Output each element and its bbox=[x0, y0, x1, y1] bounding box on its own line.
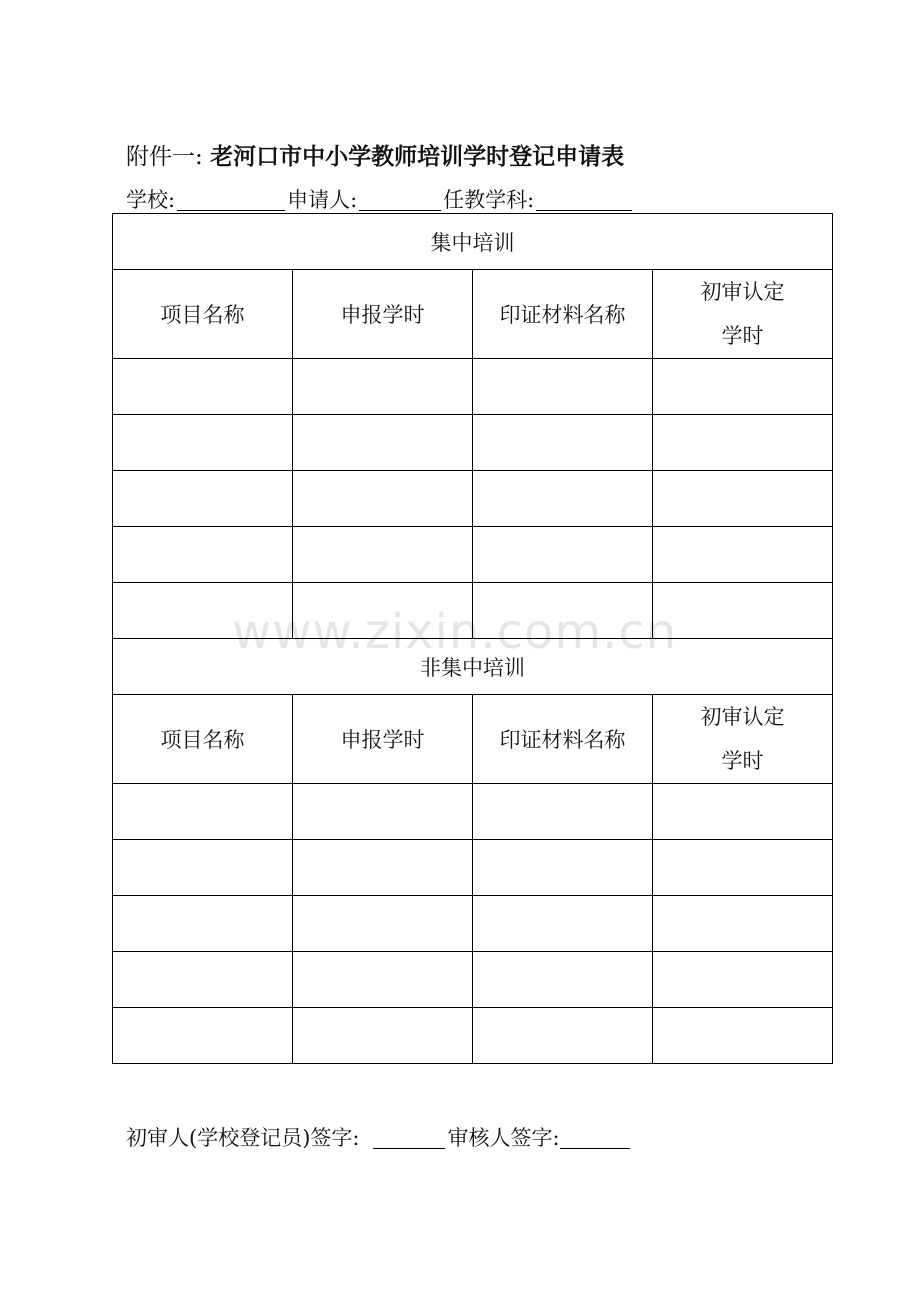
cell-declared-hours[interactable] bbox=[293, 359, 473, 415]
applicant-info-line bbox=[126, 184, 634, 214]
cell-declared-hours[interactable] bbox=[293, 952, 473, 1008]
header-approved-hours: 初审认定 学时 bbox=[653, 270, 833, 359]
cell-approved-hours[interactable] bbox=[653, 471, 833, 527]
cell-project-name[interactable] bbox=[113, 359, 293, 415]
table-row bbox=[113, 471, 833, 527]
cell-declared-hours[interactable] bbox=[293, 1008, 473, 1064]
header-evidence-name: 印证材料名称 bbox=[473, 270, 653, 359]
cell-declared-hours[interactable] bbox=[293, 583, 473, 639]
auditor-signature-label: 审核人签字: bbox=[447, 1126, 560, 1150]
cell-approved-hours[interactable] bbox=[653, 1008, 833, 1064]
cell-approved-hours[interactable] bbox=[653, 527, 833, 583]
school-field[interactable] bbox=[177, 188, 285, 211]
applicant-field[interactable] bbox=[359, 188, 441, 211]
cell-project-name[interactable] bbox=[113, 583, 293, 639]
cell-project-name[interactable] bbox=[113, 415, 293, 471]
header-row bbox=[113, 270, 833, 359]
header-evidence-name: 印证材料名称 bbox=[473, 695, 653, 784]
header-project-name: 项目名称 bbox=[113, 270, 293, 359]
subject-field[interactable] bbox=[536, 188, 632, 211]
reviewer-signature-label: 初审人(学校登记员)签字: bbox=[126, 1126, 360, 1150]
attachment-label: 附件一: bbox=[126, 144, 203, 170]
cell-project-name[interactable] bbox=[113, 896, 293, 952]
header-approved-hours: 初审认定 学时 bbox=[653, 695, 833, 784]
cell-approved-hours[interactable] bbox=[653, 415, 833, 471]
cell-evidence-name[interactable] bbox=[473, 784, 653, 840]
table-row bbox=[113, 583, 833, 639]
cell-project-name[interactable] bbox=[113, 471, 293, 527]
reviewer-signature-field[interactable] bbox=[373, 1126, 445, 1149]
section-title-centralized: 集中培训 bbox=[113, 214, 833, 270]
section-title-row bbox=[113, 214, 833, 270]
cell-approved-hours[interactable] bbox=[653, 784, 833, 840]
cell-declared-hours[interactable] bbox=[293, 527, 473, 583]
cell-declared-hours[interactable] bbox=[293, 896, 473, 952]
cell-project-name[interactable] bbox=[113, 1008, 293, 1064]
table-row bbox=[113, 527, 833, 583]
cell-evidence-name[interactable] bbox=[473, 359, 653, 415]
table-row bbox=[113, 952, 833, 1008]
cell-evidence-name[interactable] bbox=[473, 583, 653, 639]
header-declared-hours: 申报学时 bbox=[293, 270, 473, 359]
table-row bbox=[113, 784, 833, 840]
table-row bbox=[113, 840, 833, 896]
table-row bbox=[113, 1008, 833, 1064]
cell-approved-hours[interactable] bbox=[653, 583, 833, 639]
cell-evidence-name[interactable] bbox=[473, 415, 653, 471]
cell-evidence-name[interactable] bbox=[473, 527, 653, 583]
header-row bbox=[113, 695, 833, 784]
cell-project-name[interactable] bbox=[113, 952, 293, 1008]
cell-declared-hours[interactable] bbox=[293, 415, 473, 471]
header-declared-hours: 申报学时 bbox=[293, 695, 473, 784]
school-label: 学校: bbox=[126, 188, 176, 212]
table-row bbox=[113, 415, 833, 471]
cell-approved-hours[interactable] bbox=[653, 952, 833, 1008]
cell-declared-hours[interactable] bbox=[293, 471, 473, 527]
cell-approved-hours[interactable] bbox=[653, 359, 833, 415]
cell-project-name[interactable] bbox=[113, 840, 293, 896]
table-row bbox=[113, 359, 833, 415]
cell-declared-hours[interactable] bbox=[293, 784, 473, 840]
applicant-label: 申请人: bbox=[287, 188, 358, 212]
document-title bbox=[126, 138, 624, 171]
signature-line bbox=[126, 1122, 632, 1152]
form-title: 老河口市中小学教师培训学时登记申请表 bbox=[210, 143, 625, 170]
cell-evidence-name[interactable] bbox=[473, 952, 653, 1008]
auditor-signature-field[interactable] bbox=[560, 1126, 630, 1149]
header-project-name: 项目名称 bbox=[113, 695, 293, 784]
cell-approved-hours[interactable] bbox=[653, 896, 833, 952]
training-hours-table bbox=[112, 213, 833, 1064]
cell-evidence-name[interactable] bbox=[473, 896, 653, 952]
subject-label: 任教学科: bbox=[443, 188, 535, 212]
cell-project-name[interactable] bbox=[113, 527, 293, 583]
section-title-row bbox=[113, 639, 833, 695]
cell-approved-hours[interactable] bbox=[653, 840, 833, 896]
cell-declared-hours[interactable] bbox=[293, 840, 473, 896]
cell-project-name[interactable] bbox=[113, 784, 293, 840]
section-title-non-centralized: 非集中培训 bbox=[113, 639, 833, 695]
cell-evidence-name[interactable] bbox=[473, 840, 653, 896]
cell-evidence-name[interactable] bbox=[473, 1008, 653, 1064]
table-row bbox=[113, 896, 833, 952]
watermark: www.zixin.com.cn bbox=[232, 604, 678, 660]
cell-evidence-name[interactable] bbox=[473, 471, 653, 527]
